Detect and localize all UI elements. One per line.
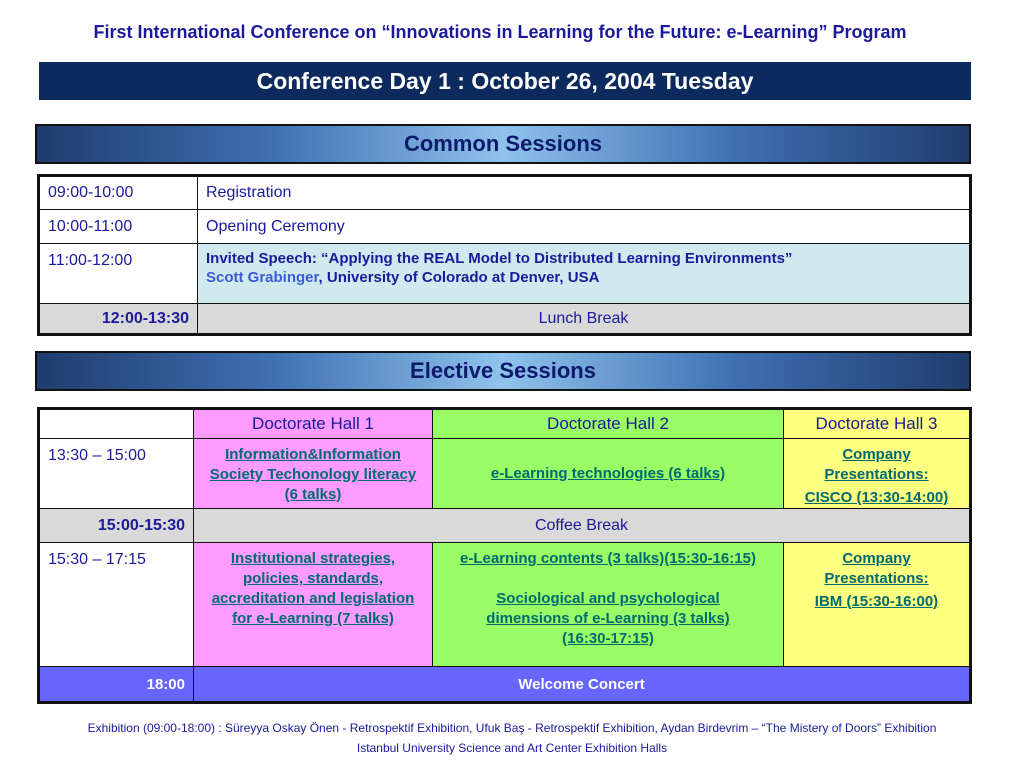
hall-header: Doctorate Hall 1 [194,409,433,439]
ibm-link[interactable]: IBM (15:30-16:00) [814,593,939,610]
speaker-affiliation: , University of Colorado at Denver, USA [318,269,600,286]
time-cell: 13:30 – 15:00 [39,439,194,509]
table-row [39,210,971,244]
table-row [39,176,971,210]
time-cell: 10:00-11:00 [39,210,198,244]
session-link-sociological[interactable]: Sociological and psychological dimensions of e-Learning (3 talks) (16:30-17:15) [486,590,730,647]
event-cell: Registration [198,176,971,210]
time-cell: 18:00 [39,667,194,703]
welcome-concert-cell: Welcome Concert [194,667,971,703]
common-sessions-table [37,174,972,336]
speaker-name: Scott Grabinger [206,269,319,286]
invited-speech-cell [198,244,971,304]
elective-sessions-heading: Elective Sessions [35,351,971,391]
hall-header: Doctorate Hall 2 [433,409,784,439]
session-link-info-society[interactable]: Information&Information Society Techonology literacy (6 talks) [209,446,417,503]
table-row [39,543,971,667]
table-row [39,667,971,703]
time-cell: 15:30 – 17:15 [39,543,194,667]
company-presentations-link[interactable]: Company Presentations: [824,446,929,483]
table-row [39,409,971,439]
time-cell: 12:00-13:30 [39,304,198,335]
time-cell: 15:00-15:30 [39,509,194,543]
cisco-link[interactable]: CISCO (13:30-14:00) [804,489,949,506]
event-cell: Coffee Break [194,509,971,543]
hall-header: Doctorate Hall 3 [784,409,971,439]
time-cell: 11:00-12:00 [39,244,198,304]
event-cell: Lunch Break [198,304,971,335]
event-cell: Opening Ceremony [198,210,971,244]
program-title: First International Conference on “Innovations in Learning for the Future: e-Learning” Program [93,22,907,42]
day-banner: Conference Day 1 : October 26, 2004 Tuesday [39,62,971,100]
time-cell: 09:00-10:00 [39,176,198,210]
session-link-institutional[interactable]: Institutional strategies, policies, standards, accreditation and legislation for e-Learning (7 talks) [211,550,415,627]
table-row [39,439,971,509]
speech-title: Invited Speech: “Applying the REAL Model to Distributed Learning Environments” [206,250,793,267]
table-row [39,509,971,543]
exhibition-location: Istanbul University Science and Art Center Exhibition Halls [356,741,668,755]
session-link-elearning-tech[interactable]: e-Learning technologies (6 talks) [490,464,726,482]
company-presentations-link[interactable]: Company Presentations: [824,550,929,587]
empty-header-cell [39,409,194,439]
exhibition-note: Exhibition (09:00-18:00) : Süreyya Oskay Önen - Retrospektif Exhibition, Ufuk Baş - Retrospektif Exhibition, Aydan Birdevrim – “The Mistery of Doors” Exhibition [87,721,937,735]
elective-sessions-table [37,407,972,704]
session-link-elearning-contents[interactable]: e-Learning contents (3 talks)(15:30-16:15) [460,550,756,567]
table-row [39,244,971,304]
common-sessions-heading: Common Sessions [35,124,971,164]
table-row [39,304,971,335]
